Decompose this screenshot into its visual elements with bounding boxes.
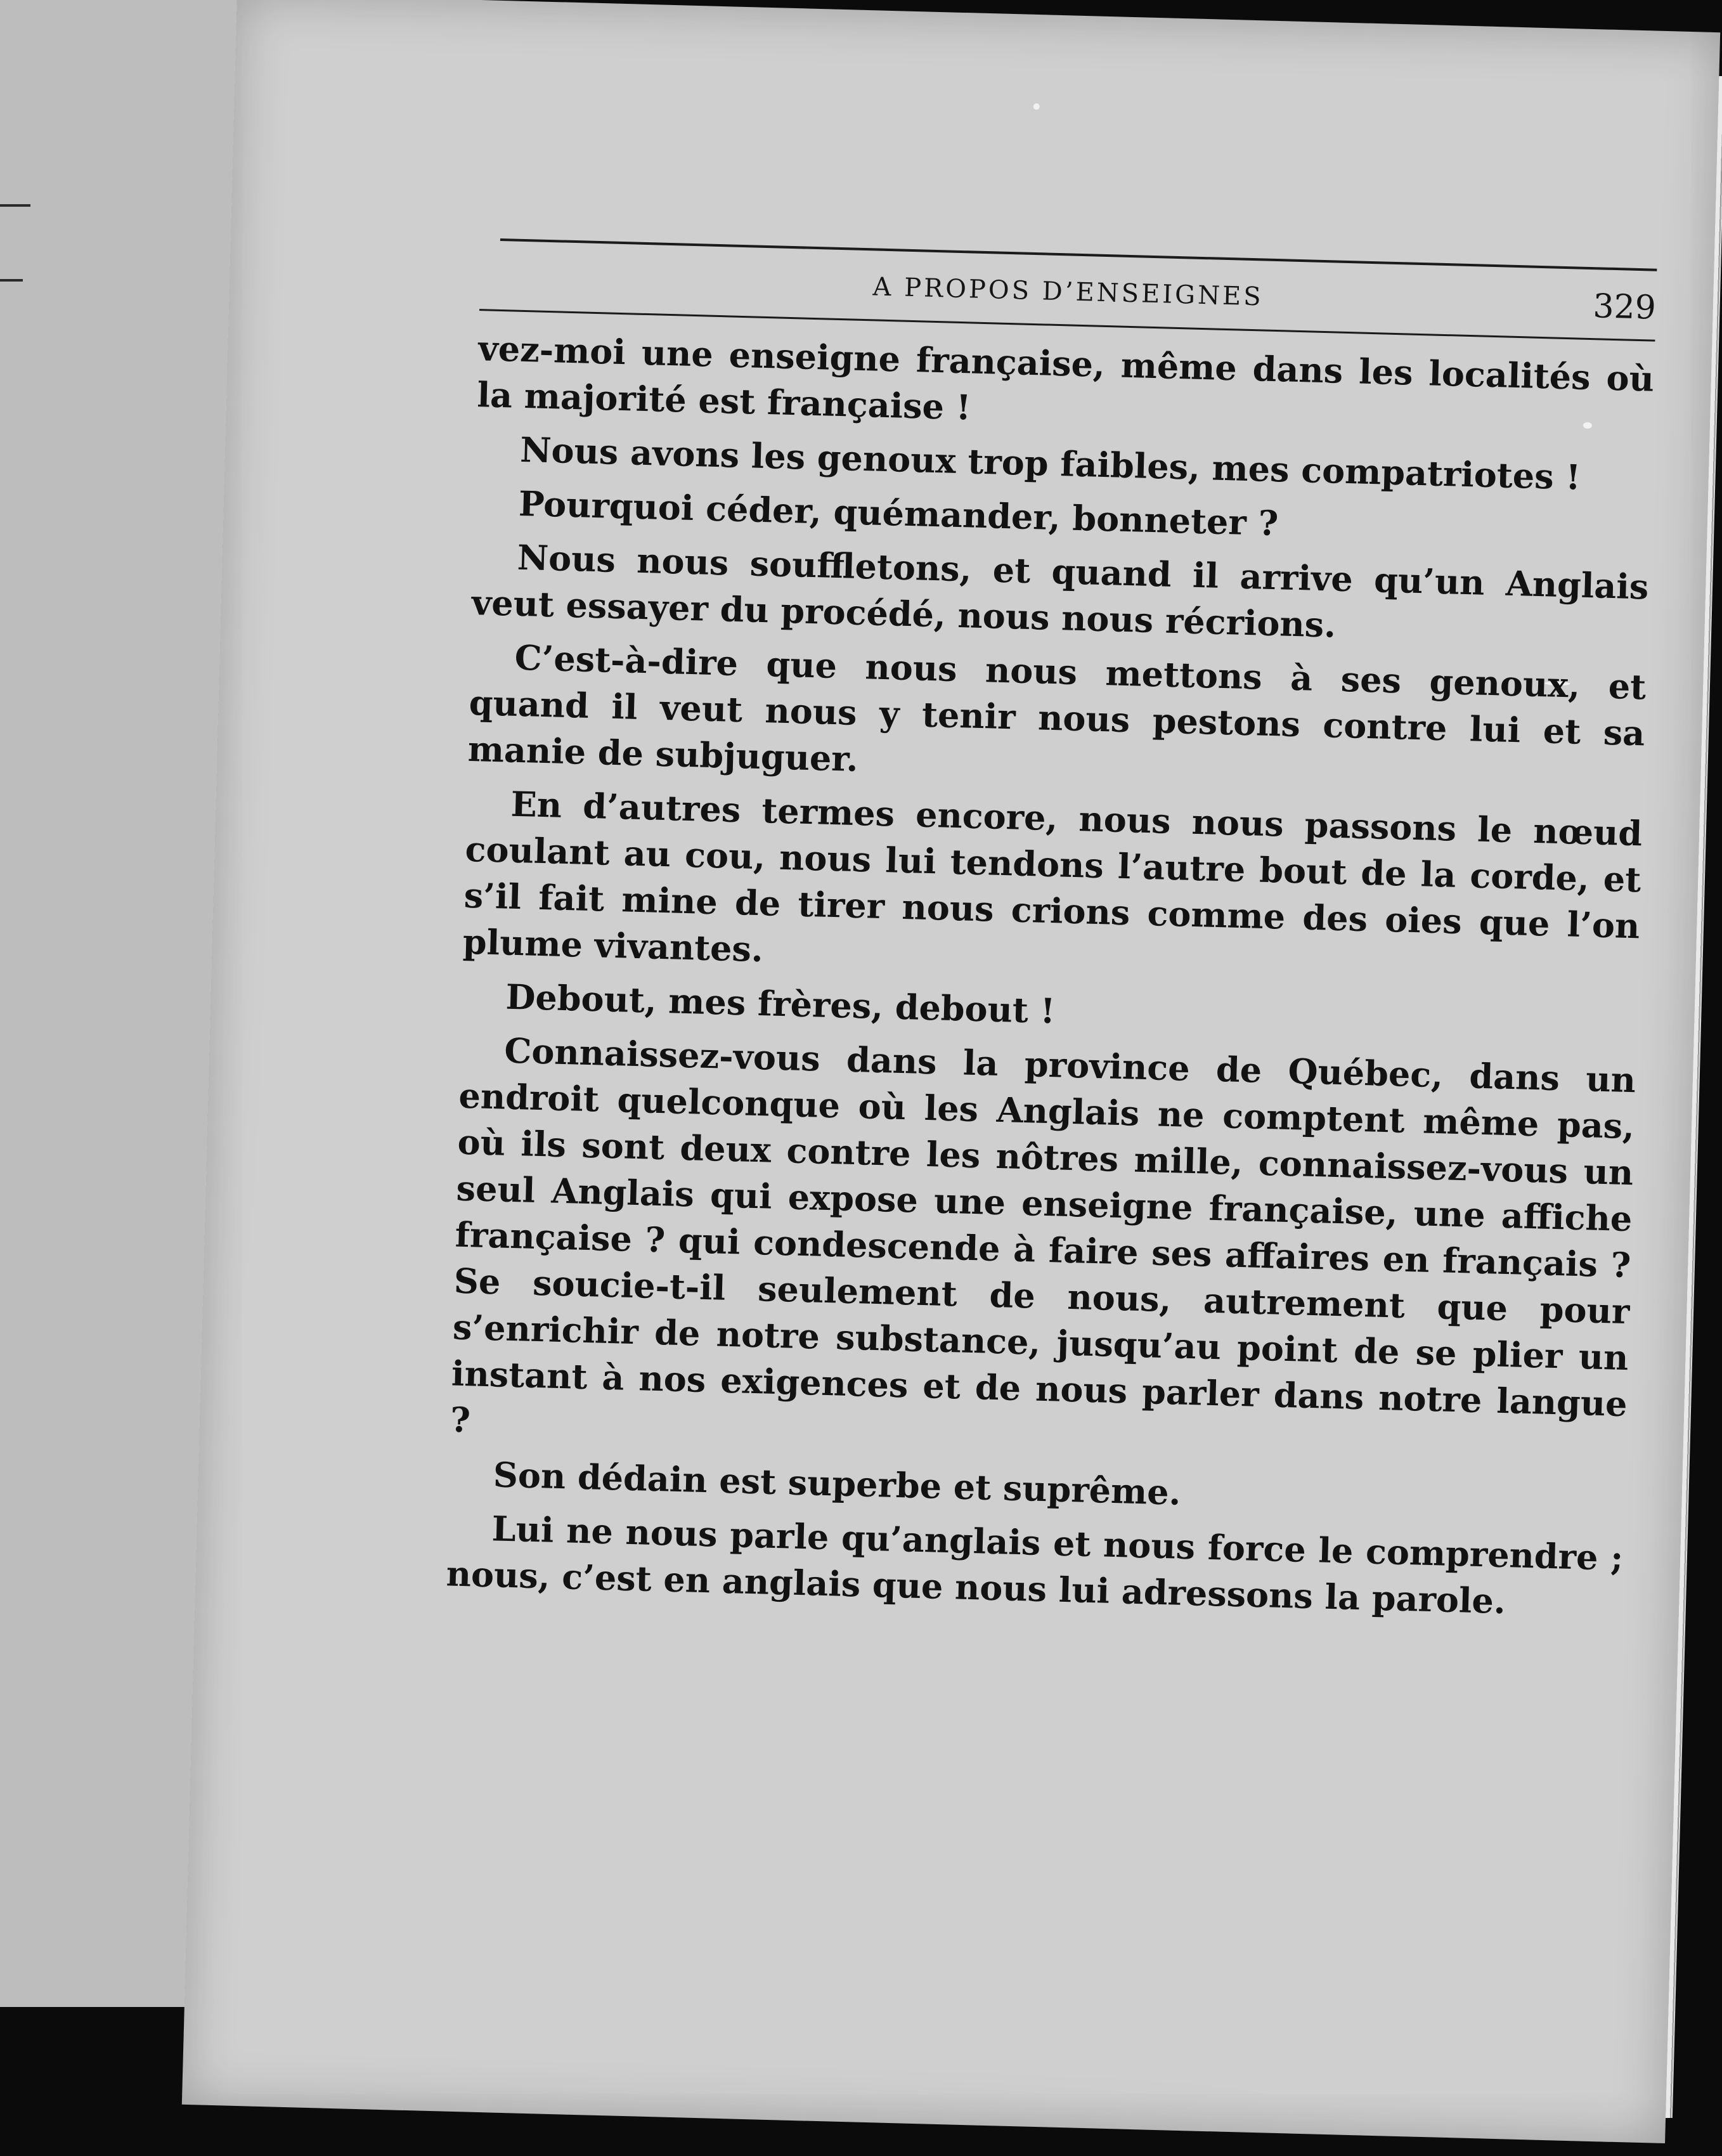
running-title: A PROPOS D’ENSEIGNES [872,272,1264,312]
paragraph: Nous nous souffletons, et quand il arrive qu’un Anglais veut essayer du procédé, nous nous récrions. [471,536,1650,646]
scan-speck [1033,103,1040,110]
header-rule-top [500,238,1657,271]
body-text [446,325,1655,1628]
page-number: 329 [1592,287,1657,327]
left-page-rule [0,204,30,207]
running-header [479,238,1657,345]
paragraph: Son dédain est superbe et suprême. [493,1454,1182,1513]
paragraph: vez-moi une enseigne française, même dans les localités où la majorité est française ! [476,328,1655,428]
paragraph: Debout, mes frères, debout ! [505,976,1056,1032]
paragraph: Connaissez-vous dans la province de Québec, dans un endroit quelconque où les Anglais ne comptent même pas, où ils sont deux contre les nôtres mille, connaissez-vous un seul Anglais qui expose une enseigne française, une affiche française ? qui condescende à faire ses affaires en français ? Se soucie-t-il seulement de nous, autrement que pour s’enrichir de notre substance, jusqu’au point de se plier un instant à nos exigences et de nous parler dans notre langue ? [450,1030,1636,1441]
paragraph: Lui ne nous parle qu’anglais et nous force le comprendre ; nous, c’est en anglais que nous lui adressons la parole. [446,1508,1624,1622]
paragraph: Nous avons les genoux trop faibles, mes compatriotes ! [519,429,1581,498]
paragraph: C’est-à-dire que nous nous mettons à ses genoux, et quand il veut nous y tenir nous pestons contre lui et sa manie de subjuguer. [467,637,1647,779]
main-page [182,0,1720,2143]
paragraph: En d’autres termes encore, nous nous passons le nœud coulant au cou, nous lui tendons l’autre bout de la corde, et s’il fait mine de tirer nous crions comme des oies que l’on plume vivantes. [462,783,1643,970]
paragraph: Pourquoi céder, quémander, bonneter ? [518,483,1279,544]
page-content [446,238,1657,1635]
left-page-rule [0,279,23,282]
